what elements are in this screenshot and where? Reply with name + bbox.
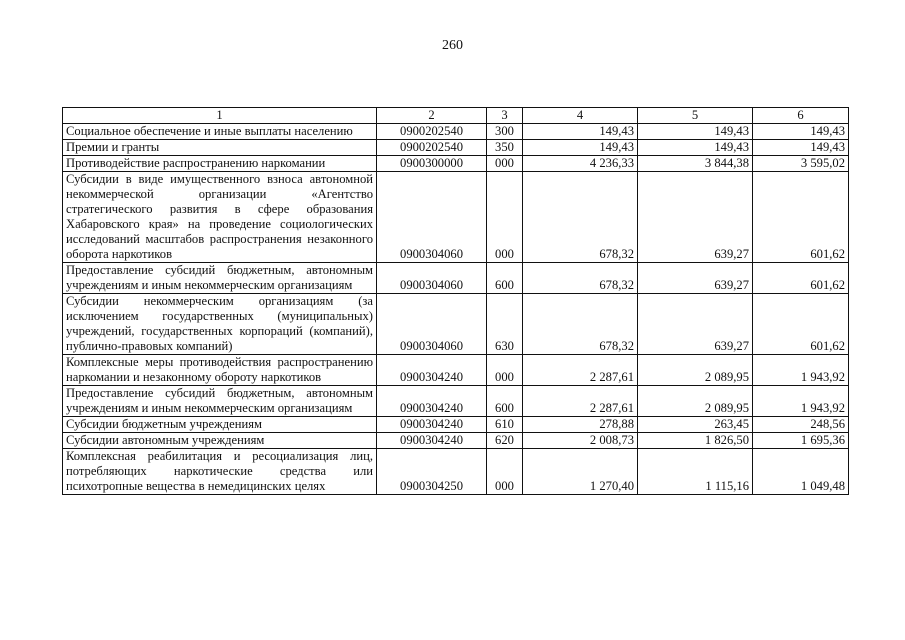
row-value-col4: 1 270,40: [523, 449, 638, 495]
column-header: 2: [377, 108, 487, 124]
row-value-col4: 2 287,61: [523, 355, 638, 386]
row-value-col5: 1 826,50: [638, 433, 753, 449]
row-target-code: 0900304060: [377, 294, 487, 355]
row-target-code: 0900304240: [377, 355, 487, 386]
table-row: [63, 433, 849, 449]
row-target-code: 0900300000: [377, 156, 487, 172]
row-target-code: 0900202540: [377, 124, 487, 140]
row-expense-type: 300: [487, 124, 523, 140]
row-expense-type: 620: [487, 433, 523, 449]
row-value-col6: 601,62: [753, 172, 849, 263]
row-name: Субсидии некоммерческим организациям (за исключением государственных (муниципальных) учреждений, государственных корпораций (компаний), публично-правовых компаний): [63, 294, 377, 355]
table-row: [63, 449, 849, 495]
row-expense-type: 600: [487, 386, 523, 417]
row-name: Предоставление субсидий бюджетным, автономным учреждениям и иным некоммерческим организациям: [63, 263, 377, 294]
table-header-row: [63, 108, 849, 124]
table-row: [63, 386, 849, 417]
row-expense-type: 000: [487, 172, 523, 263]
row-value-col6: 1 695,36: [753, 433, 849, 449]
row-expense-type: 350: [487, 140, 523, 156]
row-name: Премии и гранты: [63, 140, 377, 156]
row-value-col4: 149,43: [523, 140, 638, 156]
column-header: 5: [638, 108, 753, 124]
row-target-code: 0900304240: [377, 386, 487, 417]
table-row: [63, 172, 849, 263]
row-value-col4: 678,32: [523, 294, 638, 355]
row-value-col5: 263,45: [638, 417, 753, 433]
row-value-col5: 3 844,38: [638, 156, 753, 172]
row-value-col6: 601,62: [753, 294, 849, 355]
row-value-col4: 2 008,73: [523, 433, 638, 449]
column-header: 3: [487, 108, 523, 124]
row-value-col5: 2 089,95: [638, 386, 753, 417]
row-target-code: 0900202540: [377, 140, 487, 156]
row-target-code: 0900304060: [377, 172, 487, 263]
row-name: Предоставление субсидий бюджетным, автономным учреждениям и иным некоммерческим организациям: [63, 386, 377, 417]
row-value-col6: 601,62: [753, 263, 849, 294]
table-row: [63, 140, 849, 156]
row-value-col4: 678,32: [523, 263, 638, 294]
row-value-col4: 678,32: [523, 172, 638, 263]
table-row: [63, 417, 849, 433]
column-header: 1: [63, 108, 377, 124]
row-value-col6: 149,43: [753, 124, 849, 140]
row-value-col5: 639,27: [638, 172, 753, 263]
row-value-col6: 1 943,92: [753, 386, 849, 417]
row-value-col6: 1 943,92: [753, 355, 849, 386]
row-value-col6: 149,43: [753, 140, 849, 156]
column-header: 4: [523, 108, 638, 124]
row-value-col4: 2 287,61: [523, 386, 638, 417]
row-value-col5: 1 115,16: [638, 449, 753, 495]
row-name: Противодействие распространению наркомании: [63, 156, 377, 172]
row-name: Субсидии в виде имущественного взноса автономной некоммерческой организации «Агентство стратегического развития в сфере образования Хабаровского края» на проведение социологических исследований масштабов распространения незаконного оборота наркотиков: [63, 172, 377, 263]
table-row: [63, 263, 849, 294]
row-expense-type: 630: [487, 294, 523, 355]
table-row: [63, 294, 849, 355]
row-value-col4: 4 236,33: [523, 156, 638, 172]
row-expense-type: 000: [487, 449, 523, 495]
row-value-col5: 2 089,95: [638, 355, 753, 386]
row-target-code: 0900304240: [377, 433, 487, 449]
row-name: Субсидии автономным учреждениям: [63, 433, 377, 449]
column-header: 6: [753, 108, 849, 124]
row-target-code: 0900304240: [377, 417, 487, 433]
row-target-code: 0900304060: [377, 263, 487, 294]
table-row: [63, 124, 849, 140]
table-row: [63, 156, 849, 172]
row-expense-type: 000: [487, 156, 523, 172]
budget-table: [62, 107, 849, 495]
row-value-col5: 639,27: [638, 263, 753, 294]
row-value-col5: 149,43: [638, 124, 753, 140]
row-expense-type: 610: [487, 417, 523, 433]
row-name: Субсидии бюджетным учреждениям: [63, 417, 377, 433]
row-value-col5: 149,43: [638, 140, 753, 156]
row-value-col4: 278,88: [523, 417, 638, 433]
row-name: Комплексные меры противодействия распространению наркомании и незаконному обороту наркотиков: [63, 355, 377, 386]
row-value-col4: 149,43: [523, 124, 638, 140]
row-name: Комплексная реабилитация и ресоциализация лиц, потребляющих наркотические средства или психотропные вещества в немедицинских целях: [63, 449, 377, 495]
row-expense-type: 000: [487, 355, 523, 386]
row-value-col6: 3 595,02: [753, 156, 849, 172]
row-name: Социальное обеспечение и иные выплаты населению: [63, 124, 377, 140]
row-expense-type: 600: [487, 263, 523, 294]
row-value-col6: 1 049,48: [753, 449, 849, 495]
row-value-col6: 248,56: [753, 417, 849, 433]
row-value-col5: 639,27: [638, 294, 753, 355]
table-row: [63, 355, 849, 386]
page-number: 260: [442, 38, 463, 53]
row-target-code: 0900304250: [377, 449, 487, 495]
